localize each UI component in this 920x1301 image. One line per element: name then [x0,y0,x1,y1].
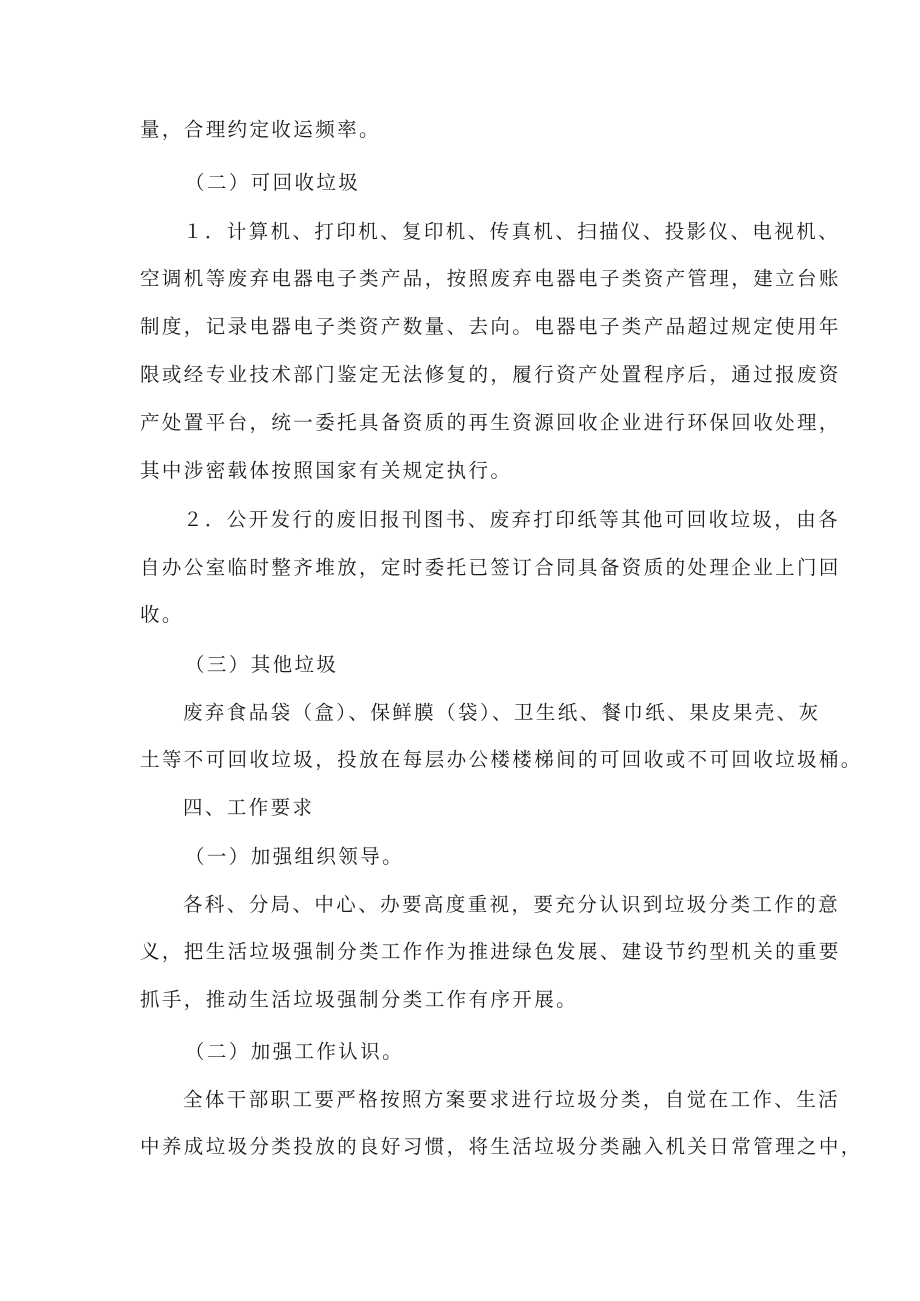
text-line: 产处置平台，统一委托具备资质的再生资源回收企业进行环保回收处理， [140,411,841,434]
text-line: 全体干部职工要严格按照方案要求进行垃圾分类，自觉在工作、生活 [183,1088,841,1111]
text-line: 限或经专业技术部门鉴定无法修复的，履行资产处置程序后，通过报废资 [140,363,841,386]
section-heading: （一）加强组织领导。 [185,845,405,868]
text-line: 中养成垃圾分类投放的良好习惯，将生活垃圾分类融入机关日常管理之中， [140,1135,863,1158]
text-line: 其中涉密载体按照国家有关规定执行。 [140,459,513,482]
text-line: 抓手，推动生活垃圾强制分类工作有序开展。 [140,988,579,1011]
text-line: 废弃食品袋（盒）、保鲜膜（袋）、卫生纸、餐巾纸、果皮果壳、灰 [183,701,821,724]
text-line: 制度，记录电器电子类资产数量、去向。电器电子类产品超过规定使用年 [140,315,841,338]
text-line: 自办公室临时整齐堆放，定时委托已签订合同具备资质的处理企业上门回 [140,556,841,579]
section-heading: 四、工作要求 [183,796,315,819]
text-line: ２．公开发行的废旧报刊图书、废弃打印纸等其他可回收垃圾，由各 [183,508,841,531]
text-line: 土等不可回收垃圾，投放在每层办公楼楼梯间的可回收或不可回收垃圾桶。 [140,748,863,771]
text-line: 各科、分局、中心、办要高度重视，要充分认识到垃圾分类工作的意 [183,893,841,916]
text-line: 空调机等废弃电器电子类产品，按照废弃电器电子类资产管理，建立台账 [140,267,841,290]
section-heading: （二）加强工作认识。 [185,1040,405,1063]
text-line: 量，合理约定收运频率。 [140,118,381,141]
text-line: 收。 [140,603,184,626]
text-line: 义，把生活垃圾强制分类工作作为推进绿色发展、建设节约型机关的重要 [140,940,841,963]
section-heading: （二）可回收垃圾 [185,171,361,194]
section-heading: （三）其他垃圾 [185,653,339,676]
text-line: １．计算机、打印机、复印机、传真机、扫描仪、投影仪、电视机、 [183,220,841,243]
